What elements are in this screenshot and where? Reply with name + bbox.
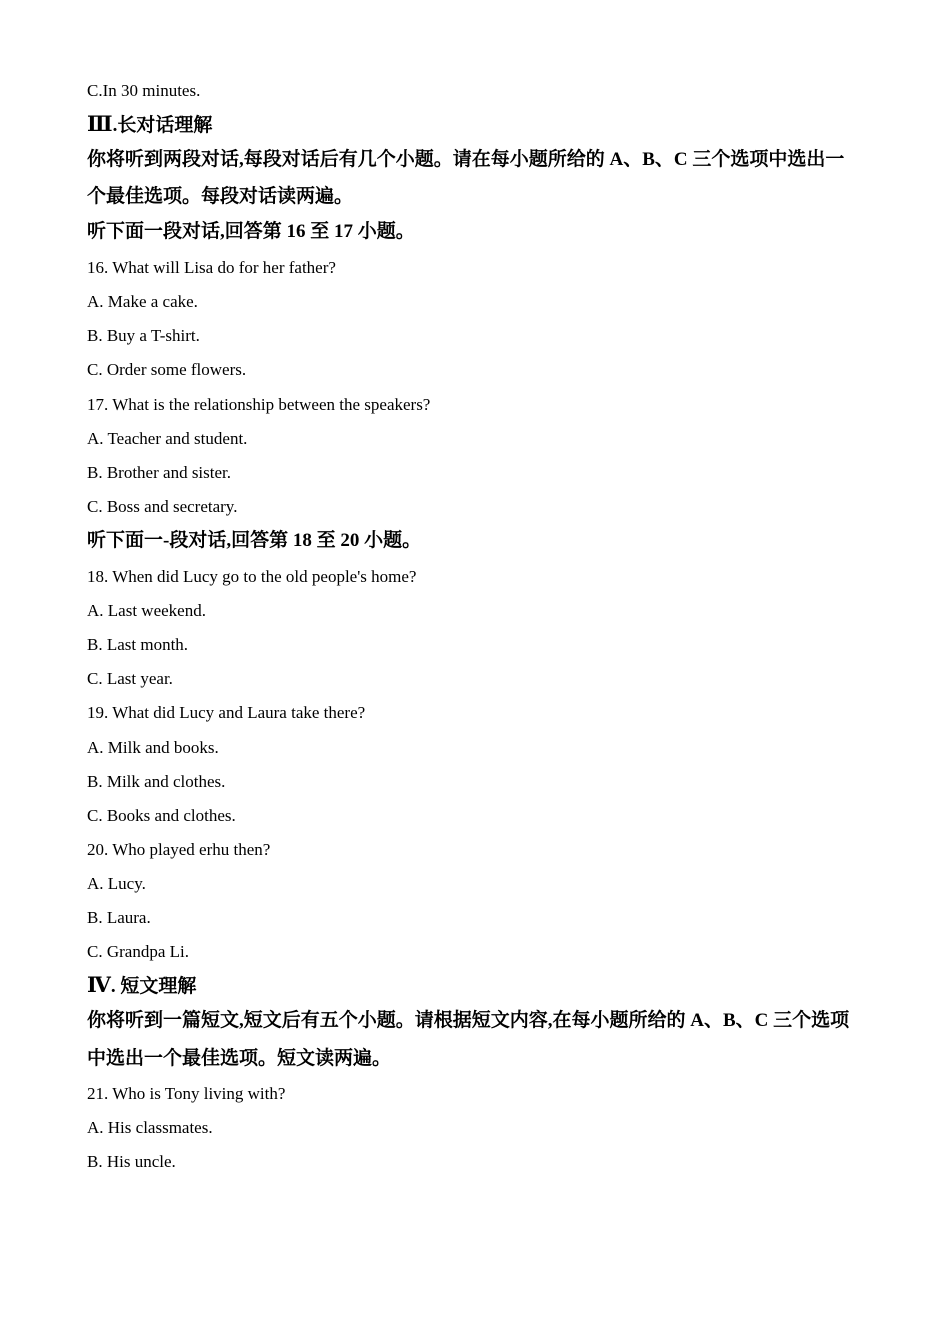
section-4-instructions-line-1: 你将听到一篇短文,短文后有五个小题。请根据短文内容,在每小题所给的 A、B、C 三个选项 (87, 1010, 850, 1031)
section-3-title: .长对话理解 (112, 115, 213, 136)
question-18: 18. When did Lucy go to the old people's home? (87, 567, 417, 586)
section-3-instructions-line-2: 个最佳选项。每段对话读两遍。 (87, 186, 354, 207)
question-19: 19. What did Lucy and Laura take there? (87, 703, 366, 722)
section-3-heading (87, 111, 212, 139)
question-16-option-b: B. Buy a T-shirt. (87, 326, 200, 345)
question-21-option-a: A. His classmates. (87, 1118, 213, 1137)
question-18-option-c: C. Last year. (87, 669, 173, 688)
question-20-option-a: A. Lucy. (87, 874, 146, 893)
option-c-previous: C.In 30 minutes. (87, 81, 201, 100)
section-3-number: Ⅲ (87, 112, 113, 136)
section-3-instructions-line-1: 你将听到两段对话,每段对话后有几个小题。请在每小题所给的 A、B、C 三个选项中选出一 (87, 149, 845, 170)
question-19-option-a: A. Milk and books. (87, 738, 219, 757)
question-16-option-c: C. Order some flowers. (87, 360, 247, 379)
question-21: 21. Who is Tony living with? (87, 1084, 286, 1103)
section-4-heading (87, 972, 196, 1000)
dialogue-1-heading: 听下面一段对话,回答第 16 至 17 小题。 (87, 221, 415, 242)
question-17-option-b: B. Brother and sister. (87, 463, 232, 482)
question-19-option-c: C. Books and clothes. (87, 806, 236, 825)
question-17: 17. What is the relationship between the speakers? (87, 395, 431, 414)
question-20-option-b: B. Laura. (87, 908, 151, 927)
question-18-option-b: B. Last month. (87, 635, 189, 654)
question-16-option-a: A. Make a cake. (87, 292, 198, 311)
question-18-option-a: A. Last weekend. (87, 601, 206, 620)
question-21-option-b: B. His uncle. (87, 1152, 176, 1171)
question-17-option-c: C. Boss and secretary. (87, 497, 238, 516)
section-4-title: . 短文理解 (110, 976, 197, 997)
question-16: 16. What will Lisa do for her father? (87, 258, 336, 277)
dialogue-2-heading: 听下面一-段对话,回答第 18 至 20 小题。 (87, 530, 422, 551)
section-4-instructions-line-2: 中选出一个最佳选项。短文读两遍。 (87, 1048, 392, 1069)
question-20-option-c: C. Grandpa Li. (87, 942, 189, 961)
section-4-number: Ⅳ (87, 973, 111, 997)
question-20: 20. Who played erhu then? (87, 840, 271, 859)
question-19-option-b: B. Milk and clothes. (87, 772, 226, 791)
question-17-option-a: A. Teacher and student. (87, 429, 248, 448)
